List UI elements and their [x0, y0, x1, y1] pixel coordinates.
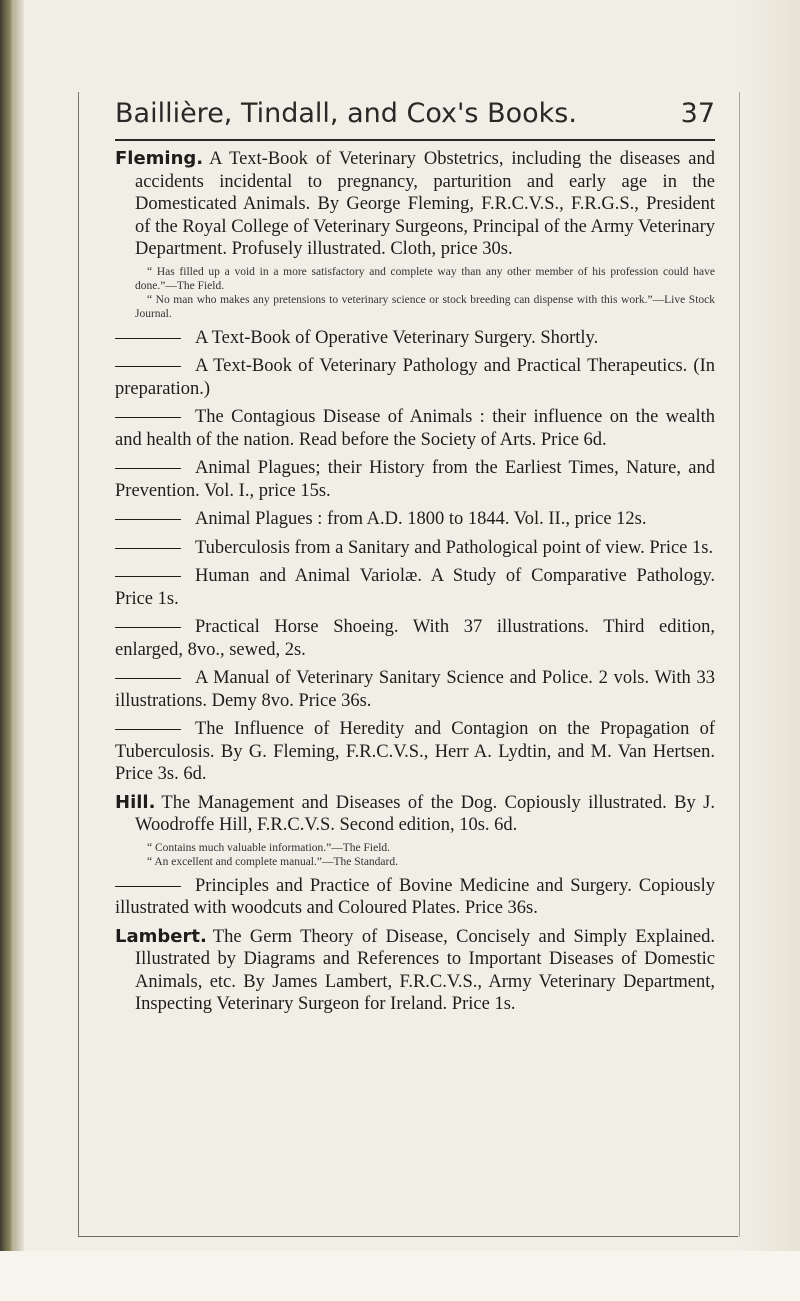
- entry-text: A Manual of Veterinary Sanitary Science and Police. 2 vols. With 33 illustrations. Demy 8vo. Price 36s.: [115, 668, 715, 711]
- ditto-dash: [115, 468, 181, 469]
- review-quote: “ No man who makes any pretensions to veterinary science or stock breeding can dispense with this work.”—Live Stock Journal.: [135, 293, 715, 320]
- author-name: Lambert.: [115, 925, 207, 947]
- page-gutter-shadow: [14, 0, 24, 1301]
- catalogue-entry: [115, 616, 715, 661]
- review-quote: “ Has filled up a void in a more satisfactory and complete way than any other member of his profession could have done.”—The Field.: [135, 265, 715, 292]
- entry-text: The Management and Diseases of the Dog. Copiously illustrated. By J. Woodroffe Hill, F.R.C.V.S. Second edition, 10s. 6d.: [135, 792, 715, 835]
- catalogue-entry: [115, 355, 715, 400]
- entry-text: Tuberculosis from a Sanitary and Pathological point of view. Price 1s.: [195, 537, 714, 558]
- catalogue-entry: [115, 537, 715, 560]
- entry-text: Practical Horse Shoeing. With 37 illustrations. Third edition, enlarged, 8vo., sewed, 2s.: [115, 617, 715, 660]
- catalogue-entry: [115, 667, 715, 712]
- catalogue-entry-hill: [115, 792, 715, 837]
- running-header: [115, 98, 715, 140]
- page-bottom-margin: [0, 1251, 800, 1301]
- ditto-dash: [115, 338, 181, 339]
- page-number: 37: [680, 98, 715, 129]
- entry-text: A Text-Book of Veterinary Pathology and Practical Therapeutics. (In preparation.): [115, 356, 715, 399]
- entry-text: A Text-Book of Veterinary Obstetrics, including the diseases and accidents incidental to pregnancy, parturition and early age in the Domesticated Animals. By George Fleming, F.R.C.V.S., F.R.G.S., President of the Royal College of Veterinary Surgeons, Principal of the Army Veterinary Department. Profusely illustrated. Cloth, price 30s.: [135, 149, 715, 259]
- ditto-dash: [115, 886, 181, 887]
- ditto-dash: [115, 729, 181, 730]
- review-quotes: [135, 841, 715, 869]
- header-rule: [115, 139, 715, 141]
- entry-text: The Germ Theory of Disease, Concisely and Simply Explained. Illustrated by Diagrams and References to Important Diseases of Domestic Animals, etc. By James Lambert, F.R.C.V.S., Army Veterinary Department, Inspecting Veterinary Surgeon for Ireland. Price 1s.: [135, 926, 715, 1014]
- entry-text: Animal Plagues : from A.D. 1800 to 1844. Vol. II., price 12s.: [195, 509, 647, 529]
- author-name: Hill.: [115, 791, 156, 813]
- catalogue-entry: [115, 875, 715, 920]
- catalogue-body: [115, 148, 715, 1022]
- author-name: Fleming.: [115, 148, 204, 169]
- ditto-dash: [115, 519, 181, 520]
- ditto-dash: [115, 366, 181, 367]
- catalogue-entry: [115, 718, 715, 786]
- catalogue-entry: [115, 457, 715, 502]
- catalogue-entry: [115, 327, 715, 350]
- catalogue-entry: [115, 508, 715, 531]
- catalogue-entry: [115, 565, 715, 610]
- review-quotes: [135, 265, 715, 321]
- ditto-dash: [115, 417, 181, 418]
- ditto-dash: [115, 627, 181, 628]
- catalogue-entry-lambert: [115, 926, 715, 1016]
- publisher-title: Baillière, Tindall, and Cox's Books.: [115, 98, 577, 129]
- entry-text: The Contagious Disease of Animals : their influence on the wealth and health of the nation. Read before the Society of Arts. Price 6d.: [115, 407, 715, 450]
- entry-text: Principles and Practice of Bovine Medicine and Surgery. Copiously illustrated with woodcuts and Coloured Plates. Price 36s.: [115, 875, 715, 918]
- entry-text: Animal Plagues; their History from the Earliest Times, Nature, and Prevention. Vol. I., price 15s.: [115, 458, 715, 501]
- catalogue-entry-fleming: [115, 148, 715, 261]
- ditto-dash: [115, 576, 181, 577]
- page-bottom-rule: [78, 1236, 738, 1237]
- ditto-dash: [115, 548, 181, 549]
- entry-text: A Text-Book of Operative Veterinary Surgery. Shortly.: [195, 327, 599, 348]
- page-right-margin: [738, 0, 800, 1301]
- catalogue-entry: [115, 406, 715, 451]
- ditto-dash: [115, 678, 181, 679]
- review-quote: “ An excellent and complete manual.”—The Standard.: [147, 855, 398, 868]
- entry-text: The Influence of Heredity and Contagion on the Propagation of Tuberculosis. By G. Fleming, F.R.C.V.S., Herr A. Lydtin, and M. Van Hertsen. Price 3s. 6d.: [115, 719, 715, 784]
- entry-text: Human and Animal Variolæ. A Study of Comparative Pathology. Price 1s.: [115, 566, 715, 609]
- review-quote: “ Contains much valuable information.”—The Field.: [147, 841, 391, 854]
- book-binding-edge: [0, 0, 14, 1301]
